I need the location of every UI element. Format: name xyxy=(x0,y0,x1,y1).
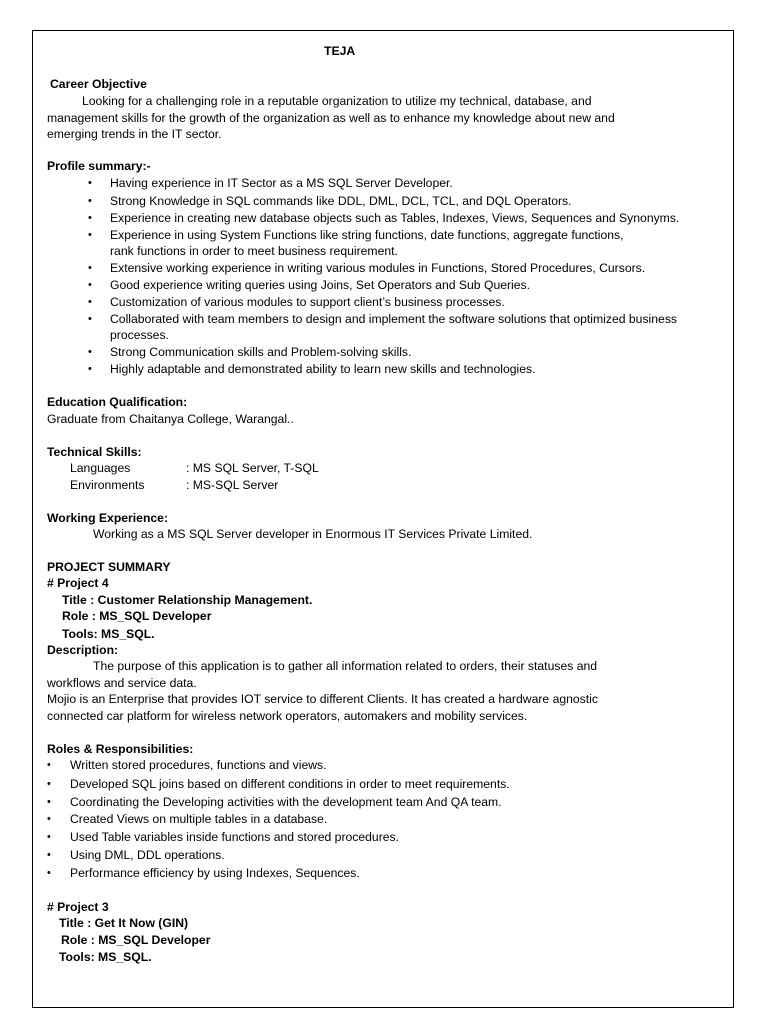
bullet: • xyxy=(47,813,51,825)
working-experience-heading: Working Experience: xyxy=(47,511,169,525)
bullet: • xyxy=(47,796,51,808)
candidate-name: TEJA xyxy=(324,44,356,58)
skill-label: Languages xyxy=(70,461,131,475)
role-item: Using DML, DDL operations. xyxy=(70,848,225,862)
project-summary-heading: PROJECT SUMMARY xyxy=(47,560,171,574)
bullet: • xyxy=(88,296,92,308)
skill-label: Environments xyxy=(70,478,145,492)
profile-item-continued: rank functions in order to meet business requirement. xyxy=(110,244,398,258)
description-line: workflows and service data. xyxy=(47,676,197,690)
profile-summary-heading: Profile summary:- xyxy=(47,159,151,173)
profile-item: Good experience writing queries using Joins, Set Operators and Sub Queries. xyxy=(110,278,531,292)
profile-item: Strong Communication skills and Problem-solving skills. xyxy=(110,345,412,359)
profile-item: Experience in creating new database objects such as Tables, Indexes, Views, Sequences and Synonyms. xyxy=(110,211,680,225)
description-line: connected car platform for wireless network operators, automakers and mobility services. xyxy=(47,709,528,723)
skill-value: : MS-SQL Server xyxy=(186,478,279,492)
bullet: • xyxy=(47,849,51,861)
profile-item: Strong Knowledge in SQL commands like DDL, DML, DCL, TCL, and DQL Operators. xyxy=(110,194,572,208)
profile-item: Extensive working experience in writing various modules in Functions, Stored Procedures, Cursors. xyxy=(110,261,646,275)
bullet: • xyxy=(88,229,92,241)
project-4-title: Title : Customer Relationship Management. xyxy=(62,593,313,607)
role-item: Created Views on multiple tables in a database. xyxy=(70,812,328,826)
project-3-heading: # Project 3 xyxy=(47,900,109,914)
bullet: • xyxy=(88,177,92,189)
bullet: • xyxy=(47,759,51,771)
skill-value: : MS SQL Server, T-SQL xyxy=(186,461,319,475)
roles-heading: Roles & Responsibilities: xyxy=(47,742,194,756)
education-heading: Education Qualification: xyxy=(47,395,188,409)
bullet: • xyxy=(88,346,92,358)
profile-item: Collaborated with team members to design and implement the software solutions that optimized business xyxy=(110,312,678,326)
role-item: Performance efficiency by using Indexes, Sequences. xyxy=(70,866,360,880)
role-item: Written stored procedures, functions and views. xyxy=(70,758,327,772)
working-experience-text: Working as a MS SQL Server developer in Enormous IT Services Private Limited. xyxy=(93,527,533,541)
bullet: • xyxy=(88,262,92,274)
description-heading: Description: xyxy=(47,643,119,657)
career-objective-heading: Career Objective xyxy=(50,77,147,91)
education-text: Graduate from Chaitanya College, Warangal.. xyxy=(47,412,294,426)
bullet: • xyxy=(88,313,92,325)
project-4-role: Role : MS_SQL Developer xyxy=(62,609,212,623)
role-item: Used Table variables inside functions and stored procedures. xyxy=(70,830,400,844)
description-line: The purpose of this application is to gather all information related to orders, their statuses and xyxy=(93,659,598,673)
bullet: • xyxy=(47,831,51,843)
career-objective-line: emerging trends in the IT sector. xyxy=(47,127,222,141)
bullet: • xyxy=(88,212,92,224)
profile-item: Highly adaptable and demonstrated ability to learn new skills and technologies. xyxy=(110,362,536,376)
project-3-tools: Tools: MS_SQL. xyxy=(59,950,152,964)
description-line: Mojio is an Enterprise that provides IOT service to different Clients. It has created a hardware agnostic xyxy=(47,692,598,706)
career-objective-line: management skills for the growth of the organization as well as to enhance my knowledge about new and xyxy=(47,111,615,125)
profile-item-continued: processes. xyxy=(110,328,169,342)
project-3-role: Role : MS_SQL Developer xyxy=(61,933,211,947)
profile-item: Having experience in IT Sector as a MS SQL Server Developer. xyxy=(110,176,453,190)
role-item: Coordinating the Developing activities with the development team And QA team. xyxy=(70,795,502,809)
bullet: • xyxy=(47,867,51,879)
technical-skills-heading: Technical Skills: xyxy=(47,445,142,459)
profile-item: Customization of various modules to support client’s business processes. xyxy=(110,295,505,309)
project-4-heading: # Project 4 xyxy=(47,576,109,590)
role-item: Developed SQL joins based on different conditions in order to meet requirements. xyxy=(70,777,510,791)
bullet: • xyxy=(88,363,92,375)
project-4-tools: Tools: MS_SQL. xyxy=(62,627,155,641)
bullet: • xyxy=(47,778,51,790)
profile-item: Experience in using System Functions like string functions, date functions, aggregate functions, xyxy=(110,228,624,242)
bullet: • xyxy=(88,279,92,291)
bullet: • xyxy=(88,195,92,207)
project-3-title: Title : Get It Now (GIN) xyxy=(59,916,189,930)
career-objective-line: Looking for a challenging role in a reputable organization to utilize my technical, database, and xyxy=(82,94,592,108)
